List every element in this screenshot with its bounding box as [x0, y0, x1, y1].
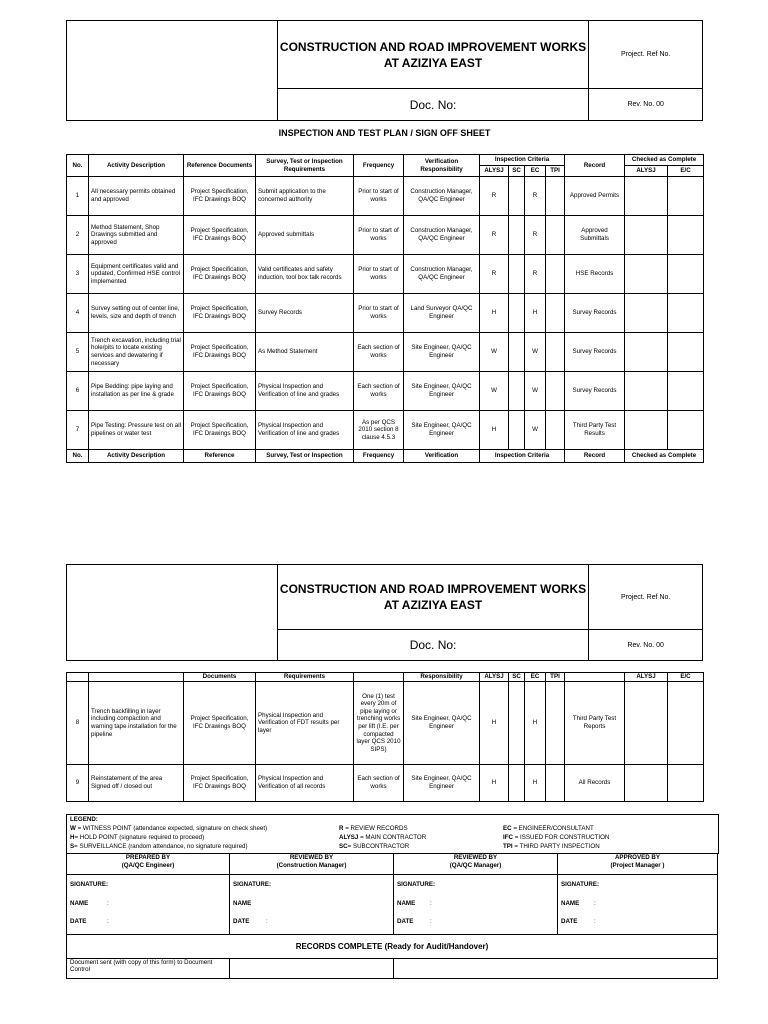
signoff-cell-3[interactable]: SIGNATURE: NAME : DATE : [394, 875, 558, 935]
col-frequency: Frequency [354, 155, 404, 177]
checkbox-cell[interactable] [625, 333, 668, 372]
logo-area [67, 21, 278, 121]
col-sc: SC [509, 166, 525, 177]
document-sent-label: Document sent (with copy of this form) to Document Control [67, 959, 230, 979]
signoff-table [66, 853, 718, 979]
table-row: 1 All necessary permits obtained and approved Project Specification, IFC Drawings BOQ Submit application to the concerned authority Prior to start of works Construction Manager, QA/QC Engineer R R Approved Permits [67, 177, 704, 216]
table-row: 2 Method Statement, Shop Drawings submitted and approved Project Specification, IFC Drawings BOQ Approved submittals Prior to start of works Construction Manager, QA/QC Engineer R R Approved Submittals [67, 216, 704, 255]
logo-area [67, 565, 278, 661]
checkbox-cell[interactable] [668, 216, 704, 255]
legend-title: LEGEND: [70, 816, 98, 823]
checkbox-cell[interactable] [668, 294, 704, 333]
reviewed-by-cm: REVIEWED BY (Construction Manager) [230, 854, 394, 875]
checkbox-cell[interactable] [625, 216, 668, 255]
col-documents: Documents [184, 673, 256, 682]
prepared-by: PREPARED BY (QA/QC Engineer) [67, 854, 230, 875]
project-title: CONSTRUCTION AND ROAD IMPROVEMENT WORKS AT AZIZIYA EAST [277, 21, 589, 89]
checkbox-cell[interactable] [668, 372, 704, 411]
project-ref-label: Project. Ref No. [589, 21, 703, 89]
table-footer-row: No. Activity Description Reference Survey, Test or Inspection Frequency Verification Inspection Criteria Record Checked as Complete [67, 450, 704, 463]
signoff-cell-1[interactable]: SIGNATURE: NAME : DATE : [67, 875, 230, 935]
checkbox-cell[interactable] [625, 411, 668, 450]
col-checked: Checked as Complete [625, 155, 704, 166]
col-record: Record [565, 155, 625, 177]
document-sent-field[interactable] [230, 959, 394, 979]
project-title: CONSTRUCTION AND ROAD IMPROVEMENT WORKS AT AZIZIYA EAST [277, 565, 589, 630]
col-survey: Survey, Test or Inspection Requirements [256, 155, 354, 177]
table-row: 4 Survey setting out of center line, levels, size and depth of trench Project Specification, IFC Drawings BOQ Survey Records Prior to start of works Land Surveyor QA/QC Engineer H H Survey Records [67, 294, 704, 333]
col-checked-ec: E/C [668, 166, 704, 177]
col-activity: Activity Description [89, 155, 184, 177]
checkbox-cell[interactable] [625, 765, 668, 802]
col-no: No. [67, 155, 89, 177]
col-criteria: Inspection Criteria [480, 155, 565, 166]
project-ref-label: Project. Ref No. [589, 565, 703, 630]
checkbox-cell[interactable] [625, 177, 668, 216]
table-row: 6 Pipe Bedding: pipe laying and installation as per line & grade Project Specification, IFC Drawings BOQ Physical Inspection and Verification of line and grades Each section of works Site Engineer, QA/QC Engineer W W Survey Records [67, 372, 704, 411]
checkbox-cell[interactable] [668, 765, 704, 802]
col-alysj: ALYSJ [480, 166, 509, 177]
checkbox-cell[interactable] [668, 333, 704, 372]
itp-table [66, 154, 704, 463]
rev-no-label: Rev. No. 00 [589, 89, 703, 121]
col-checked-alysj: ALYSJ [625, 166, 668, 177]
col-tpi: TPI [546, 166, 565, 177]
col-verification: Verification Responsibility [404, 155, 480, 177]
checkbox-cell[interactable] [668, 255, 704, 294]
col-ec: EC [525, 166, 546, 177]
checkbox-cell[interactable] [625, 255, 668, 294]
col-responsibility: Responsibility [404, 673, 480, 682]
col-reference: Reference Documents [184, 155, 256, 177]
signoff-cell-2[interactable]: SIGNATURE: NAME DATE : [230, 875, 394, 935]
doc-no-label: Doc. No: [277, 630, 589, 661]
col-requirements: Requirements [256, 673, 354, 682]
table-row: 7 Pipe Testing: Pressure test on all pipelines or water test Project Specification, IFC Drawings BOQ Physical Inspection and Verification of line and grades As per QCS 2010 section 8 clause 4.5.3 Site Engineer, QA/QC Engineer H W Third Party Test Results [67, 411, 704, 450]
table-row: 9 Reinstatement of the area Signed off / closed out Project Specification, IFC Drawings BOQ Physical Inspection and Verification of all records Each section of works Site Engineer, QA/QC Engineer H H All Records [67, 765, 704, 802]
checkbox-cell[interactable] [668, 682, 704, 765]
document-sent-sign[interactable] [394, 959, 718, 979]
approved-by: APPROVED BY (Project Manager ) [558, 854, 718, 875]
sheet-title: INSPECTION AND TEST PLAN / SIGN OFF SHEET [278, 128, 491, 138]
table-row: 5 Trench excavation, including trial hole/pits to locate existing services and dewatering if necessary Project Specification, IFC Drawings BOQ As Method Statement Each section of works Site Engineer, QA/QC Engineer W W Survey Records [67, 333, 704, 372]
doc-no-label: Doc. No: [277, 89, 589, 121]
checkbox-cell[interactable] [668, 411, 704, 450]
page1-header [66, 20, 703, 121]
checkbox-cell[interactable] [625, 682, 668, 765]
checkbox-cell[interactable] [625, 294, 668, 333]
table-row: 3 Equipment certificates valid and updated, Confirmed HSE control implemented Project Specification, IFC Drawings BOQ Valid certificates and safety induction, tool box talk records Prior to start of works Construction Manager, QA/QC Engineer R R HSE Records [67, 255, 704, 294]
rev-no-label: Rev. No. 00 [589, 630, 703, 661]
records-complete: RECORDS COMPLETE (Ready for Audit/Handover) [67, 935, 718, 959]
signoff-cell-4[interactable]: SIGNATURE: NAME : DATE : [558, 875, 718, 935]
reviewed-by-qa: REVIEWED BY (QA/QC Manager) [394, 854, 558, 875]
checkbox-cell[interactable] [668, 177, 704, 216]
itp-table-continued: Documents Requirements Responsibility ALYSJ SC EC TPI ALYSJ E/C 8 Trench backfilling in layer including compaction and warning tape installation for the pipeline Project Specification, IFC Drawings BOQ Physical Inspection and Verification of FDT results per layer One (1) test every 20m of pipe laying or trenching works per lift (I.E. per compacted layer QCS 2010 SIPS) Site Engineer, QA/QC Engineer H H Third Party Test Reports 9 Reinstatement of the area Signed off / closed out Project Specification, IFC Drawings BOQ Physical Inspection and Verification of all records Each section of works Site Engineer, QA/QC Engineer H H All Records [66, 672, 704, 802]
page2-header [66, 564, 703, 661]
checkbox-cell[interactable] [625, 372, 668, 411]
table-row: 8 Trench backfilling in layer including compaction and warning tape installation for the pipeline Project Specification, IFC Drawings BOQ Physical Inspection and Verification of FDT results per layer One (1) test every 20m of pipe laying or trenching works per lift (I.E. per compacted layer QCS 2010 SIPS) Site Engineer, QA/QC Engineer H H Third Party Test Reports [67, 682, 704, 765]
legend: LEGEND: W = WITNESS POINT (attendance expected, signature on check sheet) H= HOLD POINT (signature required to proceed) S= SURVEILLANCE (random attendance, no signature required) R = REVIEW RECORDS ALYSJ = MAIN CONTRACTOR SC= SUBCONTRACTOR EC = ENGINEER/CONSULTANT IFC = ISSUED FOR CONSTRUCTION TPI = THIRD PARTY INSPECTION [66, 814, 719, 854]
